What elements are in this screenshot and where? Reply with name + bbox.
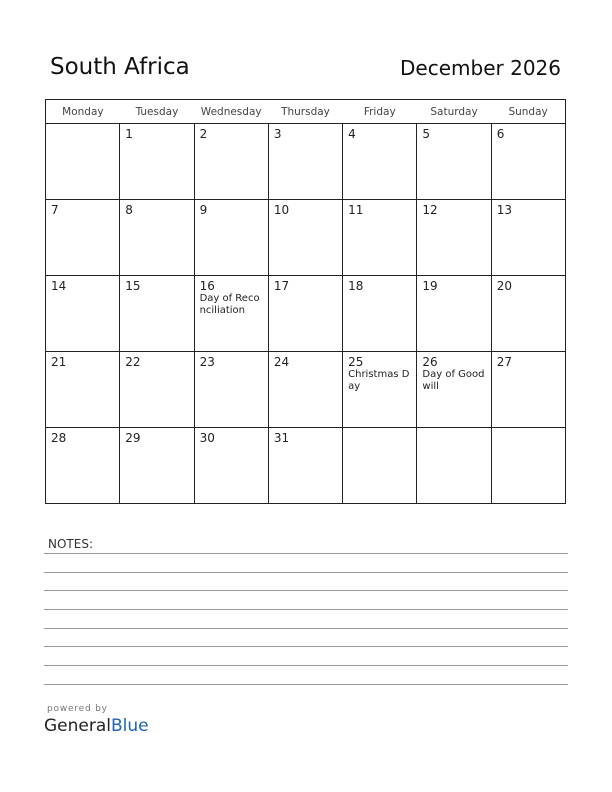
day-number: 11 — [348, 203, 364, 217]
weekday-tuesday: Tuesday — [120, 100, 194, 124]
weekday-saturday: Saturday — [417, 100, 491, 124]
day-number: 26 — [422, 355, 438, 369]
day-number: 23 — [199, 355, 215, 369]
day-cell — [491, 428, 565, 504]
day-cell — [194, 200, 268, 276]
notes-line — [44, 628, 568, 629]
powered-by-text: powered by — [47, 704, 108, 714]
notes-line — [44, 572, 568, 573]
week-row — [46, 352, 566, 428]
day-number: 2 — [199, 127, 208, 141]
day-number: 3 — [273, 127, 282, 141]
notes-line — [44, 590, 568, 591]
day-number: 22 — [125, 355, 141, 369]
day-cell — [46, 200, 120, 276]
day-cell — [120, 124, 194, 200]
country-title: South Africa — [50, 54, 190, 80]
day-number: 20 — [496, 279, 512, 293]
day-cell — [46, 352, 120, 428]
day-cell — [491, 124, 565, 200]
day-cell — [491, 352, 565, 428]
notes-label: NOTES: — [48, 537, 93, 551]
day-cell — [343, 124, 417, 200]
day-cell — [491, 200, 565, 276]
day-cell — [417, 200, 491, 276]
day-cell — [343, 352, 417, 428]
day-number: 24 — [273, 355, 290, 369]
holiday-label: Day of Reconciliation — [199, 293, 260, 316]
day-cell — [268, 124, 342, 200]
day-number: 6 — [496, 127, 505, 141]
day-number: 28 — [51, 431, 67, 445]
weekday-friday: Friday — [343, 100, 417, 124]
day-number: 25 — [348, 355, 364, 369]
day-cell — [194, 352, 268, 428]
notes-line — [44, 646, 568, 647]
day-number: 29 — [125, 431, 141, 445]
day-number: 21 — [51, 355, 67, 369]
brand-general-text: General — [44, 716, 111, 736]
day-number: 10 — [273, 203, 290, 217]
day-cell — [46, 428, 120, 504]
notes-line — [44, 684, 568, 685]
day-cell — [268, 276, 342, 352]
weekday-thursday: Thursday — [268, 100, 342, 124]
day-number: 5 — [422, 127, 431, 141]
day-cell — [120, 276, 194, 352]
holiday-label: Christmas Day — [348, 369, 410, 392]
day-number: 30 — [199, 431, 215, 445]
day-number: 16 — [199, 279, 215, 293]
day-cell — [46, 124, 120, 200]
calendar-grid — [45, 99, 566, 504]
day-number: 8 — [125, 203, 133, 217]
day-cell — [417, 124, 491, 200]
day-cell — [343, 428, 417, 504]
day-cell — [417, 352, 491, 428]
day-number: 19 — [422, 279, 438, 293]
day-number: 4 — [348, 127, 356, 141]
day-number: 9 — [199, 203, 208, 217]
day-cell — [268, 200, 342, 276]
holiday-label: Day of Goodwill — [422, 369, 485, 392]
notes-line — [44, 553, 568, 554]
day-number: 12 — [422, 203, 438, 217]
day-cell — [491, 276, 565, 352]
day-cell — [120, 428, 194, 504]
weekday-monday: Monday — [46, 100, 120, 124]
week-row — [46, 124, 566, 200]
weekday-wednesday: Wednesday — [194, 100, 268, 124]
day-cell — [268, 428, 342, 504]
day-cell — [194, 276, 268, 352]
day-number: 7 — [51, 203, 59, 217]
day-number: 18 — [348, 279, 364, 293]
weekday-header-row — [46, 100, 566, 124]
day-cell — [417, 276, 491, 352]
day-cell — [194, 124, 268, 200]
week-row — [46, 200, 566, 276]
month-year-title: December 2026 — [400, 56, 561, 80]
day-number: 1 — [125, 127, 133, 141]
day-number: 13 — [496, 203, 512, 217]
day-cell — [343, 200, 417, 276]
day-cell — [120, 352, 194, 428]
notes-line — [44, 665, 568, 666]
day-cell — [417, 428, 491, 504]
day-number: 17 — [273, 279, 290, 293]
day-number: 14 — [51, 279, 67, 293]
generalblue-logo — [44, 716, 149, 736]
day-cell — [268, 352, 342, 428]
week-row — [46, 428, 566, 504]
day-cell — [343, 276, 417, 352]
day-cell — [46, 276, 120, 352]
weekday-sunday: Sunday — [491, 100, 565, 124]
brand-blue-text: Blue — [111, 716, 149, 736]
day-number: 27 — [496, 355, 512, 369]
week-row — [46, 276, 566, 352]
day-cell — [194, 428, 268, 504]
notes-line — [44, 609, 568, 610]
day-number: 15 — [125, 279, 141, 293]
day-number: 31 — [273, 431, 290, 445]
day-cell — [120, 200, 194, 276]
